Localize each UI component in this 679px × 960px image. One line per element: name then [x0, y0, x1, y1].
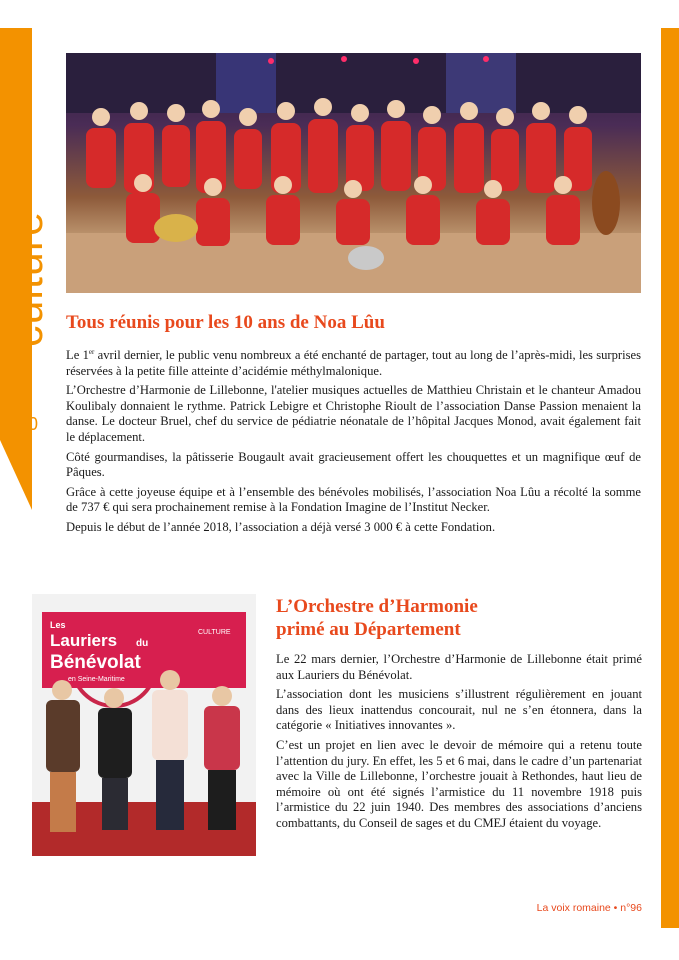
page-number: 20 — [18, 414, 39, 434]
article1-paragraph-4: Grâce à cette joyeuse équipe et à l’ensemble des bénévoles mobilisés, l’association Noa Lûu a récolté la somme de 737 € qui sera prochainement remise à la Fondation Imagine de l’Institut Necker. — [66, 484, 641, 515]
orchestra-group-photo — [66, 53, 641, 293]
article1-paragraph-5: Depuis le début de l’année 2018, l’association a déjà versé 3 000 € à cette Fondation. — [66, 519, 496, 534]
award-ceremony-photo — [32, 594, 256, 856]
article2-body — [276, 652, 642, 836]
banner-line3: Bénévolat — [50, 652, 141, 673]
banner-line2b: du — [136, 638, 149, 649]
article1-paragraph-2: L’Orchestre d’Harmonie de Lillebonne, l'atelier musiques actuelles de Matthieu Christain et le chanteur Amadou Koulibaly donnaient le rythme. Patrick Lebigre et Christophe Rioult de l’association Danse Passion menaient la danse. Le docteur Bruel, chef du service de pédiatrie néonatale de l’hôpital Jacques Monod, avait également fait le déplacement. — [66, 383, 641, 444]
article1-paragraph-1 — [66, 348, 641, 379]
article1-title: Tous réunis pour les 10 ans de Noa Lûu — [66, 312, 385, 333]
banner-line2: Lauriers — [50, 631, 118, 650]
person-1 — [46, 680, 80, 832]
banner-line4: en Seine-Maritime — [68, 676, 125, 683]
article1-body — [66, 348, 641, 540]
person-3 — [152, 670, 188, 830]
article2-paragraph-3: C’est un projet en lien avec le devoir de mémoire qui a retenu toute l’attention du jury. En effet, les 5 et 6 mai, dans le cadre d’un partenariat avec la Ville de Lillebonne, l’orchestre jouait à Rethondes, haut lieu de mémoire où ont été signés l’armistice du 11 novembre 1918 puis l’armistice du 22 juin 1940. Des membres des associations d’anciens combattants, du Conseil de sages et du CMEJ étaient du voyage. — [276, 737, 642, 830]
person-2 — [98, 688, 132, 830]
article1-p1-start: Le 1 — [66, 348, 89, 362]
right-accent-band — [661, 28, 679, 928]
orchestra-group-illustration — [66, 53, 641, 293]
article2-paragraph-2: L’association dont les musiciens s’illustrent régulièrement en jouant dans des lieux inattendus concourait, nul ne s’en étonnera, dans la catégorie « Initiatives innovantes ». — [276, 687, 642, 733]
person-4 — [204, 686, 240, 830]
article1-paragraph-3: Côté gourmandises, la pâtisserie Bougault avait gracieusement offert les chouquettes et un magnifique œuf de Pâques. — [66, 449, 641, 480]
magazine-footer: La voix romaine • n°96 — [536, 902, 642, 914]
left-band-notch — [0, 440, 32, 510]
article1-p1-rest: avril dernier, le public venu nombreux a été enchanté de partager, tout au long de l’après-midi, les surprises réservées à la petite fille atteinte d’acidémie méthylmalonique. — [66, 348, 641, 378]
award-ceremony-illustration — [32, 594, 256, 856]
article2-title — [276, 595, 576, 641]
banner-line1: Les — [50, 620, 66, 630]
section-label: culture — [4, 210, 52, 347]
article2-title-line2: primé au Département — [276, 619, 461, 640]
article2-paragraph-1: Le 22 mars dernier, l’Orchestre d’Harmonie de Lillebonne était primé aux Lauriers du Bénévolat. — [276, 652, 642, 682]
article1-p1-sup: er — [88, 347, 95, 356]
banner-tag: CULTURE — [198, 629, 231, 636]
article2-title-line1: L’Orchestre d’Harmonie — [276, 596, 478, 617]
